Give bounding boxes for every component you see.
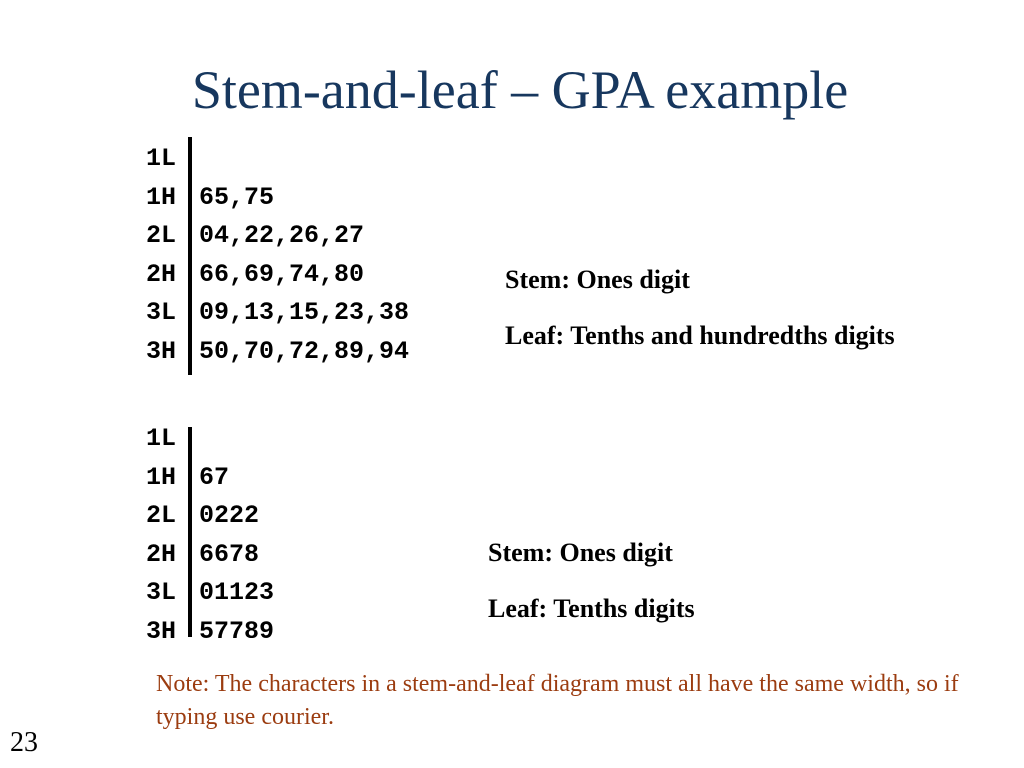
stem-label: 3L: [146, 298, 177, 327]
stem-label: 2H: [146, 539, 177, 569]
plot1-row-2l: [146, 217, 409, 256]
stem-label: 3H: [146, 336, 177, 366]
stem-label: 2H: [146, 259, 177, 289]
plot2-row-2l: [146, 497, 274, 536]
plot1-leaf-note: Leaf: Tenths and hundredths digits: [505, 321, 895, 350]
leaf-values: 0222: [199, 501, 260, 530]
leaf-values: 09,13,15,23,38: [199, 298, 410, 327]
stem-label: 1H: [146, 462, 177, 492]
plot2-leaf-note: Leaf: Tenths digits: [488, 594, 695, 623]
stem-label: 3L: [146, 578, 177, 607]
plot2-row-1h: [146, 459, 274, 498]
leaf-values: 04,22,26,27: [199, 221, 365, 250]
plot2-row-3h: [146, 613, 274, 652]
leaf-values: 6678: [199, 539, 260, 569]
leaf-values: 66,69,74,80: [199, 259, 365, 289]
stem-leaf-divider-1: [188, 137, 192, 375]
plot1-row-3h: [146, 333, 409, 372]
stem-label: 1L: [146, 424, 177, 453]
plot1-row-2h: [146, 256, 409, 295]
plot2-row-3l: [146, 574, 274, 613]
leaf-values: 67: [199, 462, 230, 492]
leaf-values: 50,70,72,89,94: [199, 336, 410, 366]
stem-leaf-plot-1: [146, 140, 409, 371]
leaf-values: 57789: [199, 616, 275, 646]
plot2-stem-note: Stem: Ones digit: [488, 538, 673, 567]
stem-label: 1H: [146, 182, 177, 212]
plot1-row-1l: [146, 140, 409, 179]
stem-label: 3H: [146, 616, 177, 646]
stem-leaf-divider-2: [188, 427, 192, 637]
stem-label: 1L: [146, 144, 177, 173]
stem-label: 2L: [146, 221, 177, 250]
plot1-stem-note: Stem: Ones digit: [505, 265, 690, 294]
slide-number: 23: [10, 727, 38, 758]
plot1-row-1h: [146, 179, 409, 218]
stem-label: 2L: [146, 501, 177, 530]
leaf-values: 65,75: [199, 182, 275, 212]
slide-title: Stem-and-leaf – GPA example: [191, 60, 849, 120]
leaf-values: 01123: [199, 578, 275, 607]
courier-footnote: Note: The characters in a stem-and-leaf diagram must all have the same width, so if typing use courier.: [156, 671, 959, 730]
plot1-row-3l: [146, 294, 409, 333]
plot2-row-2h: [146, 536, 274, 575]
plot2-row-1l: [146, 420, 274, 459]
stem-leaf-plot-2: [146, 420, 274, 651]
